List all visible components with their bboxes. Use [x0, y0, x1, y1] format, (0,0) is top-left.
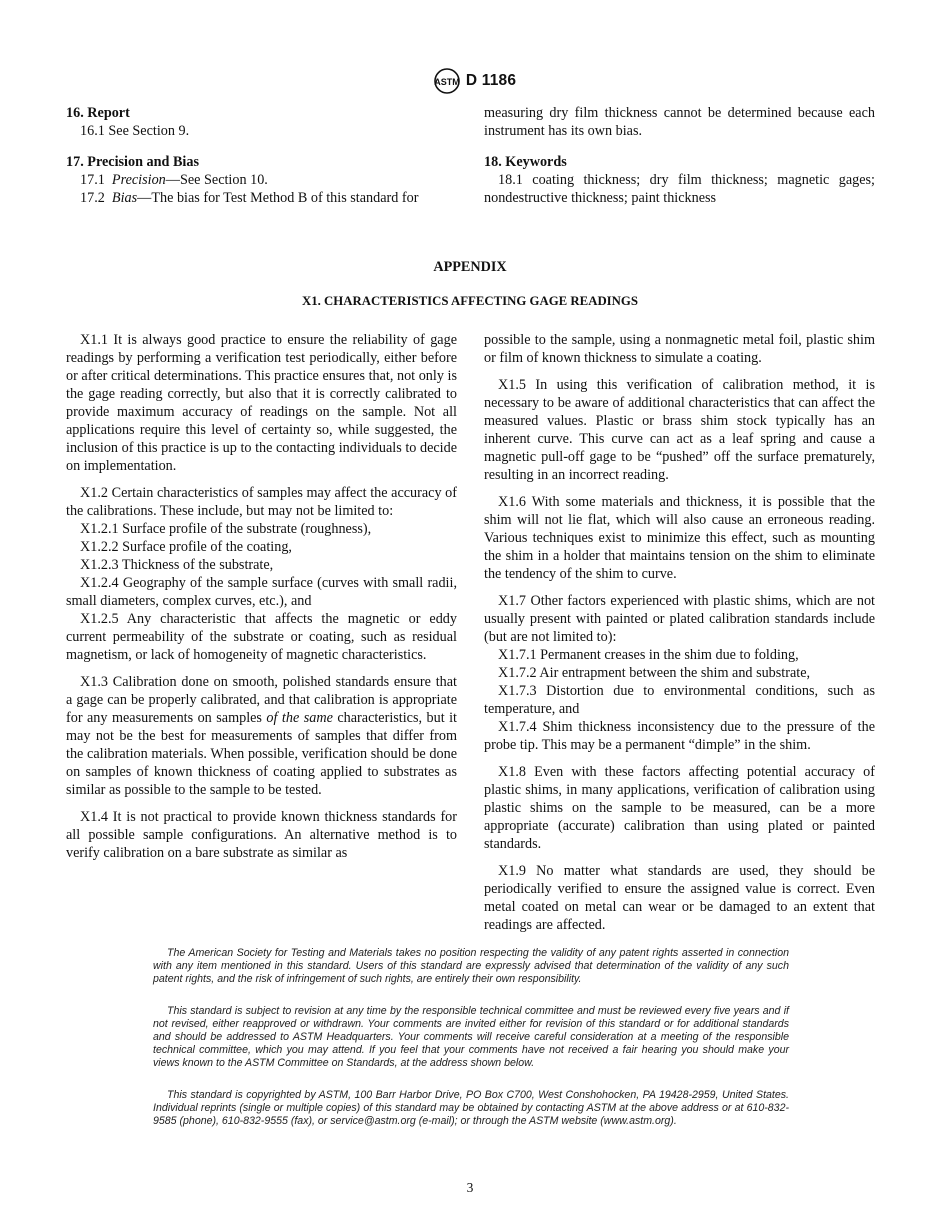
patent-notice-text: The American Society for Testing and Materials takes no position respecting the validity of any patent rights asserted in connection with any item mentioned in this standard. Users of this standard are expressly advised that determination of the validity of any such patent rights, and the risk of infringement of such rights, are entirely their own responsibility.	[153, 947, 789, 985]
svg-text:ASTM: ASTM	[434, 77, 460, 87]
patent-notice	[153, 947, 789, 986]
copyright-notice	[153, 1089, 789, 1128]
section-17-1: 17.1 Precision—See Section 10.	[80, 172, 268, 188]
x1-1-paragraph: X1.1 It is always good practice to ensure the reliability of gage readings by performing a verification test periodically, either before or after critical determinations. This practice ensures that, not only is the gage reading correctly, but also that it is correctly calibrated to provide maximum accuracy of readings on the sample. Not all applications require this level of certainty so, while suggested, the inclusion of this practice is up to the contacting individuals to decide on implementation.	[66, 332, 457, 474]
standard-designation: D 1186	[465, 72, 517, 89]
x1-5-paragraph: X1.5 In using this verification of calibration method, it is necessary to be aware of additional characteristics that can affect the measured values. Plastic or brass shim stock typically has an inherent curve. This curve can act as a leaf spring and cause a magnetic pull-off gage to be “pushed” off the surface prematurely, resulting in an incorrect reading.	[484, 377, 875, 483]
x1-4-paragraph: X1.4 It is not practical to provide known thickness standards for all possible sample configurations. An alternative method is to verify calibration on a bare substrate as similar as	[66, 809, 457, 861]
section-17-2-continued: measuring dry film thickness cannot be determined because each instrument has its own bias.	[484, 105, 875, 139]
page-number: 3	[466, 1180, 474, 1195]
x1-7-paragraph: X1.7 Other factors experienced with plastic shims, which are not usually present with painted or plated calibration standards include (but are not limited to):	[484, 593, 875, 645]
section-18-1: 18.1 coating thickness; dry film thickness; magnetic gages; nondestructive thickness; paint thickness	[484, 172, 875, 206]
section-16-1: 16.1 See Section 9.	[80, 123, 190, 139]
x1-9-paragraph: X1.9 No matter what standards are used, they should be periodically verified to ensure the assigned value is correct. Even metal coated on metal can wear or be damaged to an extent that readings are affected.	[484, 863, 875, 933]
x1-7-4-item: X1.7.4 Shim thickness inconsistency due to the pressure of the probe tip. This may be a permanent “dimple” in the shim.	[484, 719, 875, 753]
x1-2-2-item: X1.2.2 Surface profile of the coating,	[80, 539, 292, 555]
appendix-left-column	[66, 331, 457, 862]
x1-2-1-item: X1.2.1 Surface profile of the substrate (roughness),	[80, 521, 372, 537]
x1-3-paragraph: X1.3 Calibration done on smooth, polished standards ensure that a gage can be properly calibrated, and that calibration is appropriate for any measurements on samples of the same characteristics, but it may not be the best for measurements of samples that differ from the calibration materials. When possible, verification should be done on samples of known thickness of coating applied to substrates as similar as possible to the sample to be tested.	[66, 674, 457, 798]
x1-7-3-item: X1.7.3 Distortion due to environmental conditions, such as temperature, and	[484, 683, 875, 717]
top-left-column	[66, 104, 457, 207]
appendix-right-column	[484, 331, 875, 934]
top-right-column	[484, 104, 875, 207]
x1-2-4-item: X1.2.4 Geography of the sample surface (curves with small radii, small diameters, complex curves, etc.), and	[66, 575, 457, 609]
section-17-2: 17.2 Bias—The bias for Test Method B of this standard for	[80, 190, 419, 206]
appendix-title: APPENDIX	[433, 259, 507, 275]
x1-7-1-item: X1.7.1 Permanent creases in the shim due to folding,	[498, 647, 799, 663]
revision-notice	[153, 1005, 789, 1070]
page-header	[0, 68, 950, 94]
section-16-heading: 16. Report	[66, 105, 130, 121]
section-17-heading: 17. Precision and Bias	[66, 154, 199, 170]
x1-8-paragraph: X1.8 Even with these factors affecting potential accuracy of plastic shims, in many applications, verification of calibration using plastic shims on the sample to be measured, can be a more appropriate (accurate) calibration than using plated or painted standards.	[484, 764, 875, 852]
astm-logo-icon	[434, 68, 460, 94]
x1-7-2-item: X1.7.2 Air entrapment between the shim and substrate,	[498, 665, 811, 681]
x1-2-3-item: X1.2.3 Thickness of the substrate,	[80, 557, 274, 573]
x1-6-paragraph: X1.6 With some materials and thickness, it is possible that the shim will not lie flat, which will also cause an erroneous reading. Various techniques exist to minimize this effect, such as mounting the shim in a holder that maintains tension on the shim to eliminate the tendency of the shim to curve.	[484, 494, 875, 582]
x1-2-paragraph: X1.2 Certain characteristics of samples may affect the accuracy of the calibrations. These include, but may not be limited to:	[66, 485, 457, 519]
section-18-heading: 18. Keywords	[484, 154, 567, 170]
x1-2-5-item: X1.2.5 Any characteristic that affects the magnetic or eddy current permeability of the substrate or coating, such as residual magnetism, or lack of homogeneity of magnetic characteristics.	[66, 611, 457, 663]
appendix-section-title: X1. CHARACTERISTICS AFFECTING GAGE READINGS	[302, 294, 638, 308]
revision-notice-text: This standard is subject to revision at any time by the responsible technical committee and must be reviewed every five years and if not revised, either reapproved or withdrawn. Your comments are invited either for revision of this standard or for additional standards and should be addressed to ASTM Headquarters. Your comments will receive careful consideration at a meeting of the responsible technical committee, which you may attend. If you feel that your comments have not received a fair hearing you should make your views known to the ASTM Committee on Standards, at the address shown below.	[153, 1005, 789, 1069]
x1-4-continued: possible to the sample, using a nonmagnetic metal foil, plastic shim or film of known thickness to simulate a coating.	[484, 332, 875, 366]
copyright-notice-text: This standard is copyrighted by ASTM, 100 Barr Harbor Drive, PO Box C700, West Conshohocken, PA 19428-2959, United States. Individual reprints (single or multiple copies) of this standard may be obtained by contacting ASTM at the above address or at 610-832-9585 (phone), 610-832-9555 (fax), or service@astm.org (e-mail); or through the ASTM website (www.astm.org).	[153, 1089, 789, 1127]
